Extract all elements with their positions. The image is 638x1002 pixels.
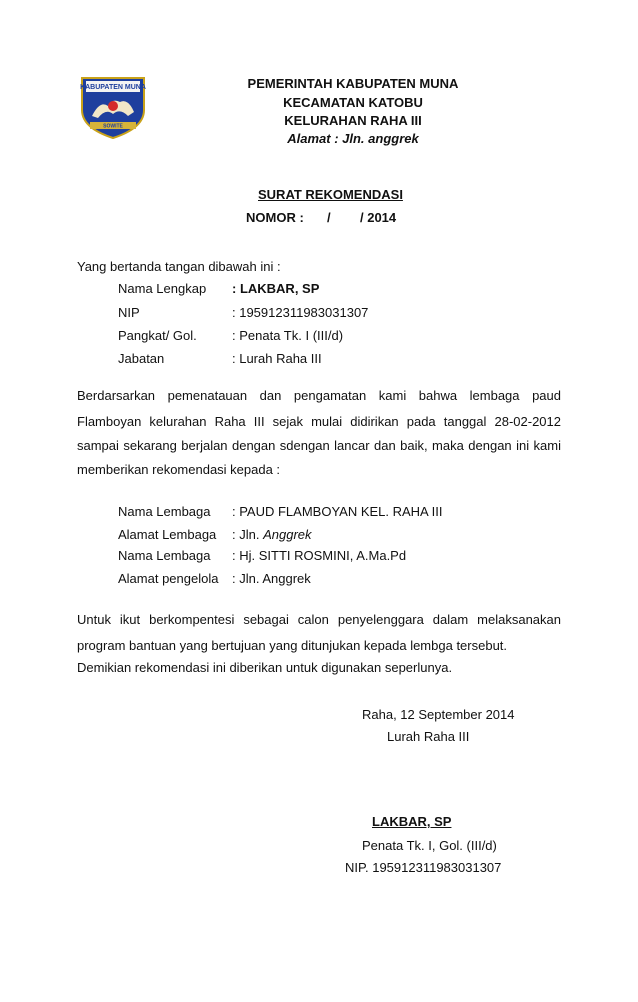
nomor-label: NOMOR :: [246, 210, 304, 225]
recipient-label: Alamat Lembaga: [118, 527, 217, 542]
logo-text-bottom: SOWITE: [103, 123, 123, 130]
nomor-separator: /: [327, 210, 331, 225]
signature-name: LAKBAR, SP: [372, 814, 452, 829]
body-line: Flamboyan kelurahan Raha III sejak mulai didirikan pada tanggal 28-02-2012: [77, 414, 561, 429]
body-line: memberikan rekomendasi kepada :: [77, 462, 281, 477]
body-line: sampai sekarang berjalan dengan sdengan lancar dan baik, maka dengan ini kami: [77, 438, 561, 453]
recipient-value: : Jln. Anggrek: [232, 571, 311, 586]
signer-label: Jabatan: [118, 351, 165, 366]
signer-value: : Penata Tk. I (III/d): [232, 328, 344, 343]
regency-logo: [78, 76, 148, 140]
signature-rank: Penata Tk. I, Gol. (III/d): [362, 838, 497, 853]
recipient-value-italic: Anggrek: [263, 527, 312, 542]
signature-nip: NIP. 195912311983031307: [345, 860, 502, 875]
recipient-value: : Hj. SITTI ROSMINI, A.Ma.Pd: [232, 548, 407, 563]
letterhead-line-2: KECAMATAN KATOBU: [283, 95, 423, 110]
signer-value: : 195912311983031307: [232, 305, 369, 320]
signer-value: : Lurah Raha III: [232, 351, 322, 366]
closing-line: program bantuan yang bertujuan yang ditunjukan kepada lembga tersebut.: [77, 638, 508, 653]
signer-label: Pangkat/ Gol.: [118, 328, 197, 343]
signature-position: Lurah Raha III: [387, 729, 470, 744]
closing-line: Untuk ikut berkompentesi sebagai calon penyelenggara dalam melaksanakan: [77, 612, 561, 627]
document-title: SURAT REKOMENDASI: [258, 187, 403, 202]
letterhead-line-3: KELURAHAN RAHA III: [284, 113, 422, 128]
recipient-label: Nama Lembaga: [118, 548, 211, 563]
signature-place-date: Raha, 12 September 2014: [362, 707, 515, 722]
body-line: Berdarsarkan pemenatauan dan pengamatan kami bahwa lembaga paud: [77, 388, 561, 403]
signer-value: : LAKBAR, SP: [232, 281, 320, 296]
recipient-value: [232, 527, 312, 542]
nomor-year: / 2014: [360, 210, 397, 225]
closing-line: Demikian rekomendasi ini diberikan untuk digunakan seperlunya.: [77, 660, 453, 675]
signer-label: NIP: [118, 305, 140, 320]
intro-text: Yang bertanda tangan dibawah ini :: [77, 259, 281, 274]
recipient-value: : PAUD FLAMBOYAN KEL. RAHA III: [232, 504, 443, 519]
signer-label: Nama Lengkap: [118, 281, 207, 296]
letterhead-line-1: PEMERINTAH KABUPATEN MUNA: [247, 76, 459, 91]
recipient-label: Alamat pengelola: [118, 571, 219, 586]
recipient-value-prefix: : Jln.: [232, 527, 264, 542]
recipient-label: Nama Lembaga: [118, 504, 211, 519]
logo-text-top: KABUPATEN MUNA: [80, 84, 146, 91]
letterhead-address: Alamat : Jln. anggrek: [287, 131, 419, 146]
